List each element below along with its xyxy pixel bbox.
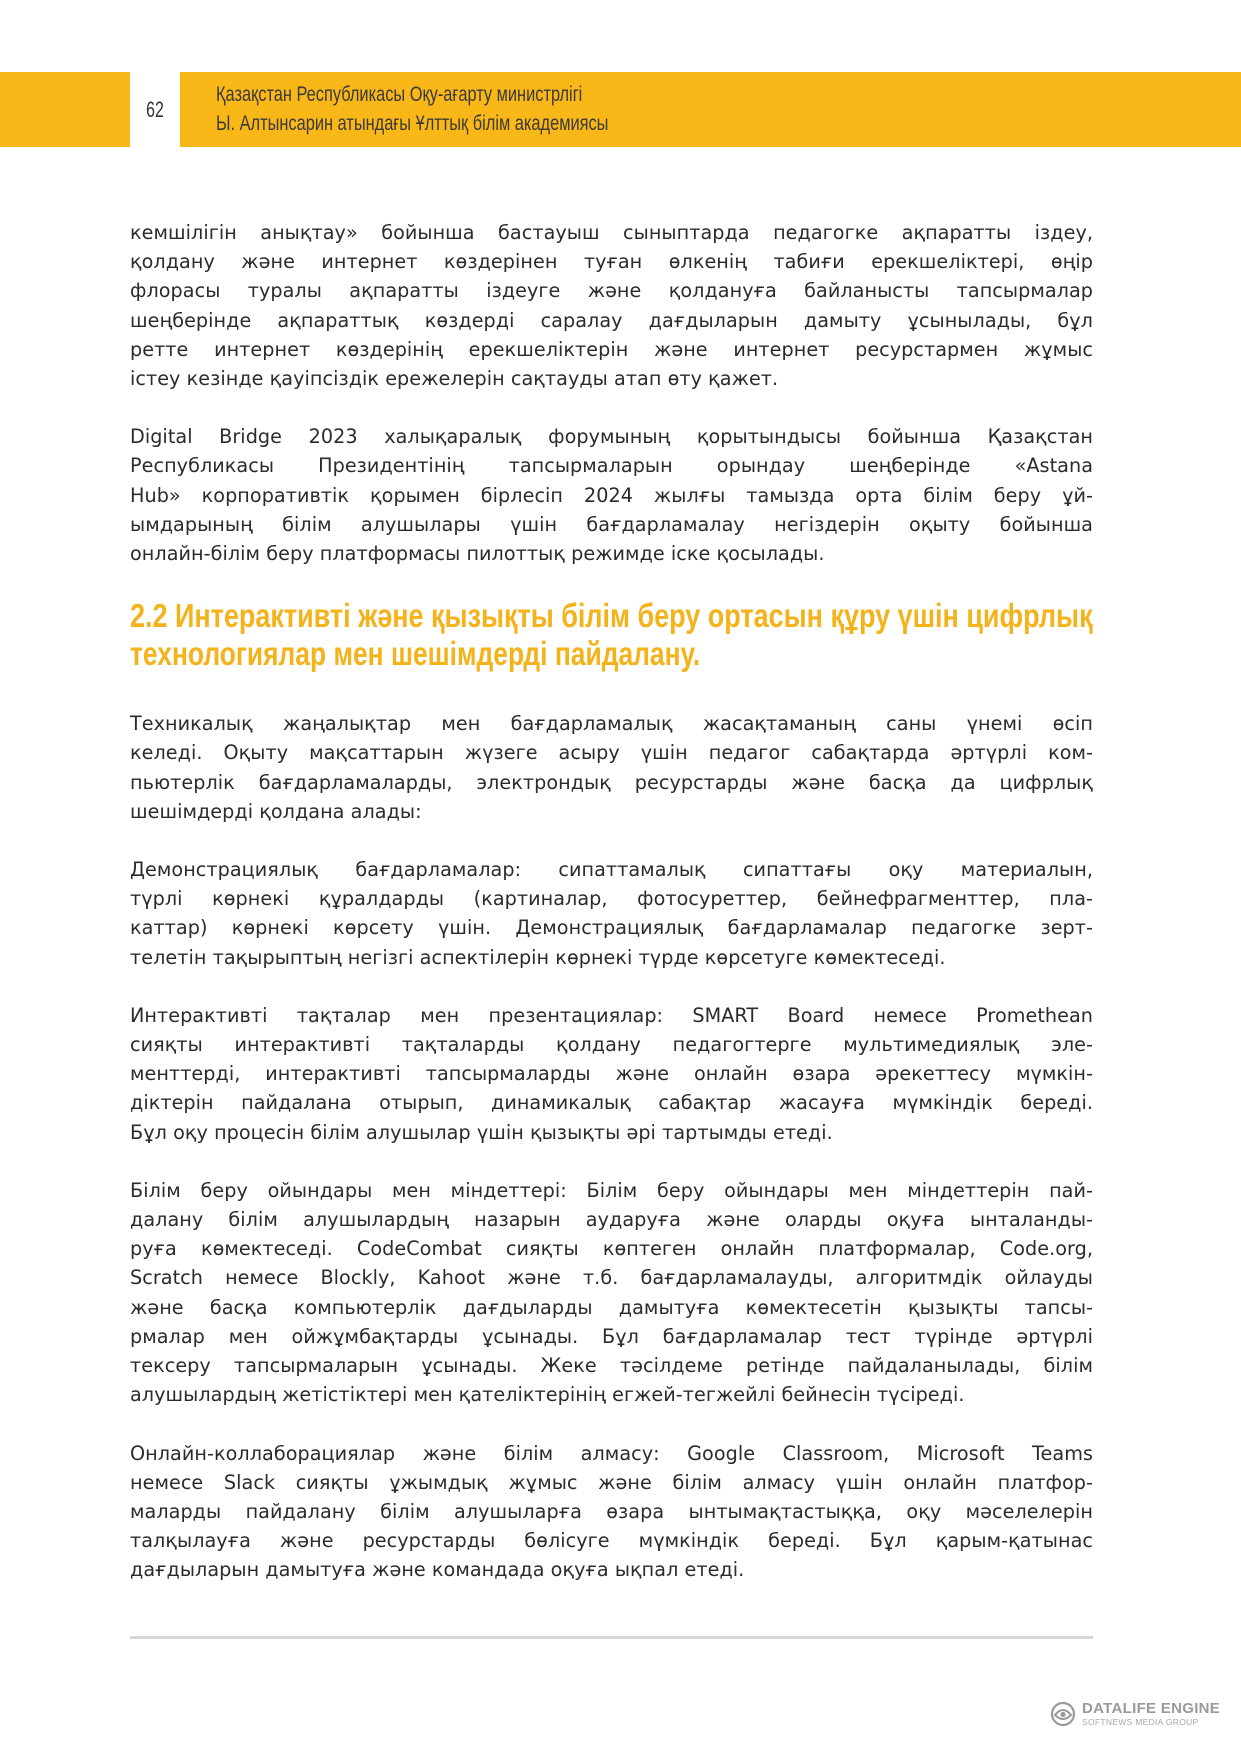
text-line: Республикасы Президентінің тапсырмаларын орындау шеңберінде «Astana xyxy=(130,454,1093,478)
running-header-ministry: Қазақстан Республикасы Оқу-ағарту министрлігі xyxy=(216,83,583,106)
text-line: Демонстрациялық бағдарламалар: сипаттамалық сипаттағы оқу материалын, xyxy=(130,858,1093,882)
text-line: ретте интернет көздерінің ерекшеліктерін және интернет ресурстармен жұмыс xyxy=(130,337,1093,361)
text-line: флорасы туралы ақпаратты іздеуге және қолдануға байланысты тапсырмалар xyxy=(130,279,1093,303)
datalife-engine-logo-icon xyxy=(1050,1701,1076,1727)
text-line: немесе Slack сияқты ұжымдық жұмыс және білім алмасу үшін онлайн платфор- xyxy=(130,1470,1093,1494)
watermark-text xyxy=(1082,1701,1220,1727)
text-line: ымдарының білім алушылары үшін бағдарламалау негіздерін оқыту бойынша xyxy=(130,512,1093,536)
text-line: руға көмектеседі. CodeCombat сияқты көптеген онлайн платформалар, Code.org, xyxy=(130,1237,1093,1261)
text-line: менттерді, интерактивті тапсырмаларды және онлайн өзара әрекеттесу мүмкін- xyxy=(130,1062,1093,1086)
paragraph-intro xyxy=(130,709,1093,826)
text-line: Білім беру ойындары мен міндеттері: Білім беру ойындары мен міндеттерін пай- xyxy=(130,1178,1093,1202)
text-line: дағдыларын дамытуға және командада оқуға ықпал етеді. xyxy=(130,1558,745,1582)
text-line: келеді. Оқыту мақсаттарын жүзеге асыру үшін педагог сабақтарда әртүрлі ком- xyxy=(130,741,1093,765)
paragraph-educational-games xyxy=(130,1176,1093,1410)
text-line: алушылардың жетістіктері мен қателіктерінің егжей-тегжейлі бейнесін түсіреді. xyxy=(130,1383,965,1407)
text-line: кемшілігін анықтау» бойынша бастауыш сыныптарда педагогке ақпаратты іздеу, xyxy=(130,221,1093,244)
text-line: далану білім алушылардың назарын аударуға және оларды оқуға ынталанды- xyxy=(130,1208,1093,1232)
section-heading-line: технологиялар мен шешімдерді пайдалану. xyxy=(130,635,701,673)
watermark-subtitle: SOFTNEWS MEDIA GROUP xyxy=(1082,1717,1199,1728)
section-heading-2-2 xyxy=(130,597,1093,673)
running-header xyxy=(216,80,608,138)
text-line: және басқа компьютерлік дағдыларды дамытуға көмектесетін қызықты тапсы- xyxy=(130,1295,1093,1319)
text-line: Техникалық жаңалықтар мен бағдарламалық жасақтаманың саны үнемі өсіп xyxy=(130,712,1093,736)
text-line: телетін тақырыптың негізгі аспектілерін көрнекі түрде көрсетуге көмектеседі. xyxy=(130,945,946,969)
text-line: шеңберінде ақпараттық көздерді саралау дағдыларын дамыту ұсынылады, бұл xyxy=(130,308,1093,332)
footer-divider xyxy=(130,1636,1093,1639)
text-line: Scratch немесе Blockly, Kahoot және т.б. бағдарламалауды, алгоритмдік ойлауды xyxy=(130,1266,1093,1290)
text-line: діктерін пайдалана отырып, динамикалық сабақтар жасауға мүмкіндік береді. xyxy=(130,1091,1093,1115)
watermark xyxy=(1050,1701,1220,1727)
text-line: түрлі көрнекі құралдарды (картиналар, фотосуреттер, бейнефрагменттер, пла- xyxy=(130,887,1093,911)
paragraph-ict-safety xyxy=(130,218,1093,393)
running-header-academy: Ы. Алтынсарин атындағы Ұлттық білім академиясы xyxy=(216,112,609,135)
text-line: талқылауға және ресурстарды бөлісуге мүмкіндік береді. Бұл қарым-қатынас xyxy=(130,1529,1093,1553)
page-number: 62 xyxy=(146,96,164,122)
text-line: қолдану және интернет көздерінен туған өлкенің табиғи ерекшеліктері, өңір xyxy=(130,250,1093,274)
text-line: маларды пайдалану білім алушыларға өзара ынтымақтастыққа, оқу мәселелерін xyxy=(130,1499,1093,1523)
text-line: рмалар мен ойжұмбақтарды ұсынады. Бұл бағдарламалар тест түрінде әртүрлі xyxy=(130,1324,1093,1348)
text-line: Hub» корпоративтік қорымен бірлесіп 2024 жылғы тамызда орта білім беру ұй- xyxy=(130,483,1093,507)
text-line: Digital Bridge 2023 халықаралық форумының қорытындысы бойынша Қазақстан xyxy=(130,425,1093,449)
paragraph-online-collaboration xyxy=(130,1439,1093,1585)
text-line: сияқты интерактивті тақталарды қолдану педагогтерге мультимедиялық эле- xyxy=(130,1033,1093,1057)
paragraph-interactive-boards xyxy=(130,1001,1093,1147)
text-line: каттар) көрнекі көрсету үшін. Демонстрациялық бағдарламалар педагогке зерт- xyxy=(130,916,1093,940)
text-line: пьютерлік бағдарламаларды, электрондық ресурстарды және басқа да цифрлық xyxy=(130,770,1093,794)
text-line: Интерактивті тақталар мен презентациялар: SMART Board немесе Promethean xyxy=(130,1003,1093,1027)
watermark-title: DATALIFE ENGINE xyxy=(1082,1700,1221,1718)
paragraph-demonstration-programs xyxy=(130,855,1093,972)
text-line: Бұл оқу процесін білім алушылар үшін қызықты әрі тартымды етеді. xyxy=(130,1120,833,1144)
text-line: онлайн-білім беру платформасы пилоттық режимде іске қосылады. xyxy=(130,542,825,566)
section-heading-line: 2.2 Интерактивті және қызықты білім беру ортасын құру үшін цифрлық xyxy=(130,597,1093,635)
text-line: істеу кезінде қауіпсіздік ережелерін сақтауды атап өту қажет. xyxy=(130,367,779,391)
text-line: Онлайн-коллаборациялар және білім алмасу: Google Classroom, Microsoft Teams xyxy=(130,1441,1093,1465)
text-line: тексеру тапсырмаларын ұсынады. Жеке тәсілдеме ретінде пайдаланылады, білім xyxy=(130,1354,1093,1378)
page-body xyxy=(130,218,1093,1614)
header-accent-bar-left xyxy=(0,72,130,147)
paragraph-digital-bridge xyxy=(130,422,1093,568)
text-line: шешімдерді қолдана алады: xyxy=(130,799,422,823)
